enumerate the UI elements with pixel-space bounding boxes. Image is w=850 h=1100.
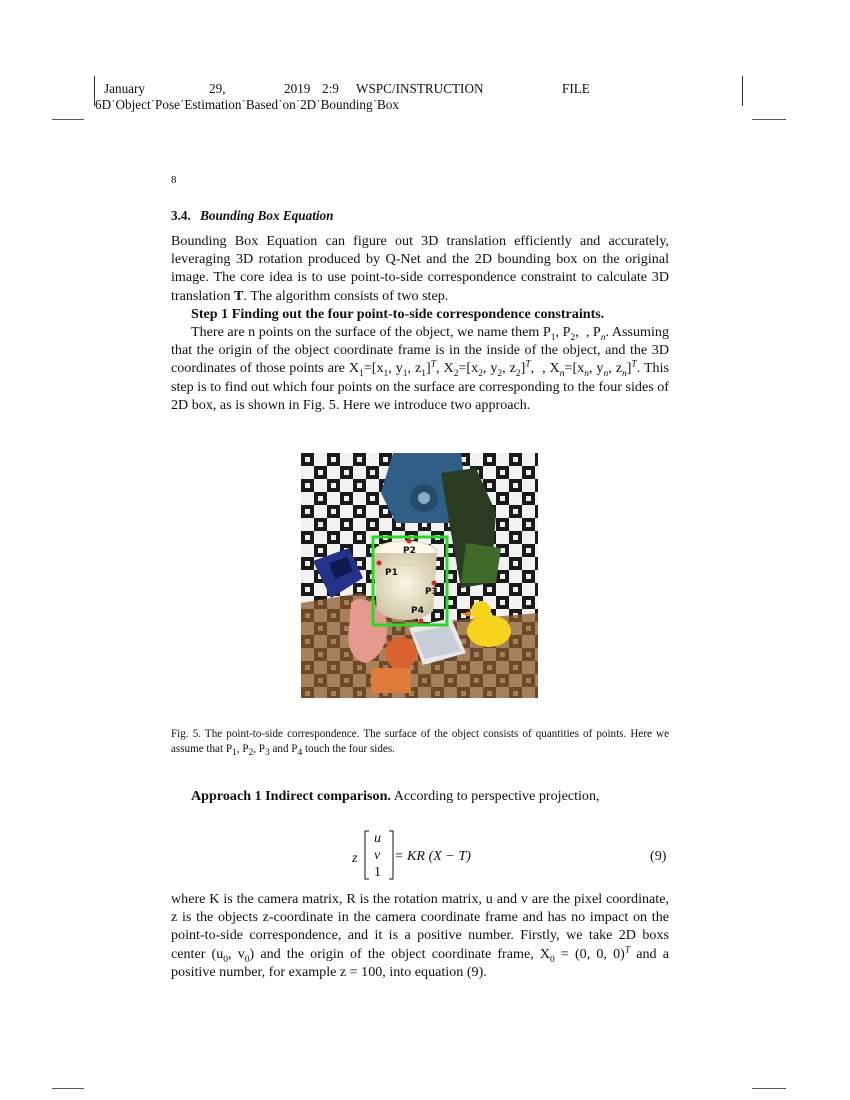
points-paragraph: There are n points on the surface of the object, we name them $P_1$, $P_2$, , $P_n$. Assuming that the origin of the object coordinate frame is in the inside of the object, and the 3D coordinates of those points are $X_1=[x_1$, $y_1$, $z_1]^T$, $X_2=[x_2$, $y_2$, $z_2]^T$, , $X_n=[x_n$, $y_n$, $z_n]^T$. This step is to find out which four points on the surface are corresponding to the four sides of 2D box, as is shown in Fig. 5. Here we introduce two approach.: [171, 324, 670, 413]
label-p3: P3: [425, 587, 438, 597]
header-file: FILE: [562, 81, 590, 96]
section-title: Bounding Box Equation: [200, 208, 334, 223]
after-eq-tail: and a positive number, for example z = 100, into equation (9).: [171, 945, 669, 980]
points-text-a: There are n points on the surface of the object, we name them P: [191, 324, 551, 340]
intro-text: Bounding Box Equation can figure out 3D translation efficiently and accurately, leveraging 3D rotation produced by Q-Net and the 2D bounding box on the original image. The core idea is to use point-to-side correspondence constraint to calculate 3D translation: [171, 233, 669, 304]
point-p1: [377, 561, 382, 566]
section-number: 3.4.: [171, 208, 191, 223]
intro-bold-T: T: [234, 287, 244, 304]
points-text-c: and the 3D coordinates of those points are X: [171, 342, 669, 377]
header-class: WSPC/INSTRUCTION: [356, 81, 484, 96]
header-day: 29,: [209, 81, 226, 96]
point-p2: [407, 539, 412, 544]
header-month: January: [104, 81, 146, 96]
intro-paragraph: [171, 232, 669, 305]
points-text-b: Assuming that the origin of the object coordinate frame is in the inside of the object,: [171, 324, 669, 359]
points-text-d: This step is to find out which four points on the surface are corresponding to the four sides of 2D box, as is shown in Fig. 5. Here we introduce two approach.: [171, 360, 670, 413]
eq-vec-v: v: [374, 847, 381, 863]
crop-mark-bottom-left: [52, 1088, 84, 1089]
caption-text-b: touch the four sides.: [304, 743, 395, 755]
page-number: 8: [171, 174, 177, 186]
eq-vec-u: u: [374, 830, 382, 846]
figure-caption: Fig. 5. The point-to-side correspondence. The surface of the object consists of quantities of points. Here we assume that $P_1$, $P_2$, $P_3$ and $P_4$ touch the four sides.: [171, 728, 669, 759]
label-p1: P1: [385, 568, 398, 578]
section-heading: [171, 208, 333, 224]
step1-heading-text: Step 1 Finding out the four point-to-side correspondence constraints.: [191, 306, 605, 322]
running-title: 6D˙Object˙Pose˙Estimation˙Based˙on˙2D˙Bounding˙Box: [95, 97, 399, 112]
after-equation-paragraph: where K is the camera matrix, R is the rotation matrix, u and v are the pixel coordinate, z is the objects z-coordinate in the camera coordinate frame and has no impact on the point-to-side correspondence, and it is a positive number. Firstly, we take 2D boxs center ($u_0$, $v_0$) and the origin of the object coordinate frame, $X_0 = (0$, 0, 0)$^T$ and a positive number, for example z = 100, into equation (9).: [171, 891, 669, 980]
point-p3: [432, 581, 437, 586]
after-eq-text: where K is the camera matrix, R is the rotation matrix, u and v are the pixel coordinate, z is the objects z-coordinate in the camera coordinate frame and has no impact on the point-to-side correspondence, and it is a positive number. Firstly, we take 2D boxs center (u: [171, 891, 669, 962]
approach1-line: [171, 787, 669, 805]
equation-number: (9): [650, 848, 667, 864]
eq-lhs-var: z: [352, 850, 358, 866]
figure-5-image: [301, 453, 538, 698]
crop-mark-bottom-right: [752, 1088, 786, 1089]
approach1-text: According to perspective projection,: [393, 788, 600, 804]
step1-heading: [171, 305, 669, 323]
eq-rhs: = KR (X − T): [394, 848, 471, 864]
label-p2: P2: [403, 546, 416, 556]
eq-vec-1: 1: [374, 864, 382, 880]
intro-tail: . The algorithm consists of two step.: [243, 287, 449, 304]
point-p4: [419, 619, 424, 624]
crop-mark-top-right: [752, 119, 786, 120]
caption-text-a: Fig. 5. The point-to-side correspondence. The surface of the object consists of quantities of points. Here we assume that P: [171, 728, 669, 755]
approach1-heading: Approach 1 Indirect comparison.: [191, 788, 391, 804]
equation-9: [352, 830, 512, 880]
crop-mark-top-left: [52, 119, 84, 120]
after-eq-mid: ) and the origin of the object coordinate frame, X: [249, 945, 551, 962]
header-year: 2019: [284, 81, 311, 96]
label-p4: P4: [411, 606, 424, 616]
header-right-rule: [742, 76, 743, 106]
header-time: 2:9: [322, 81, 339, 96]
